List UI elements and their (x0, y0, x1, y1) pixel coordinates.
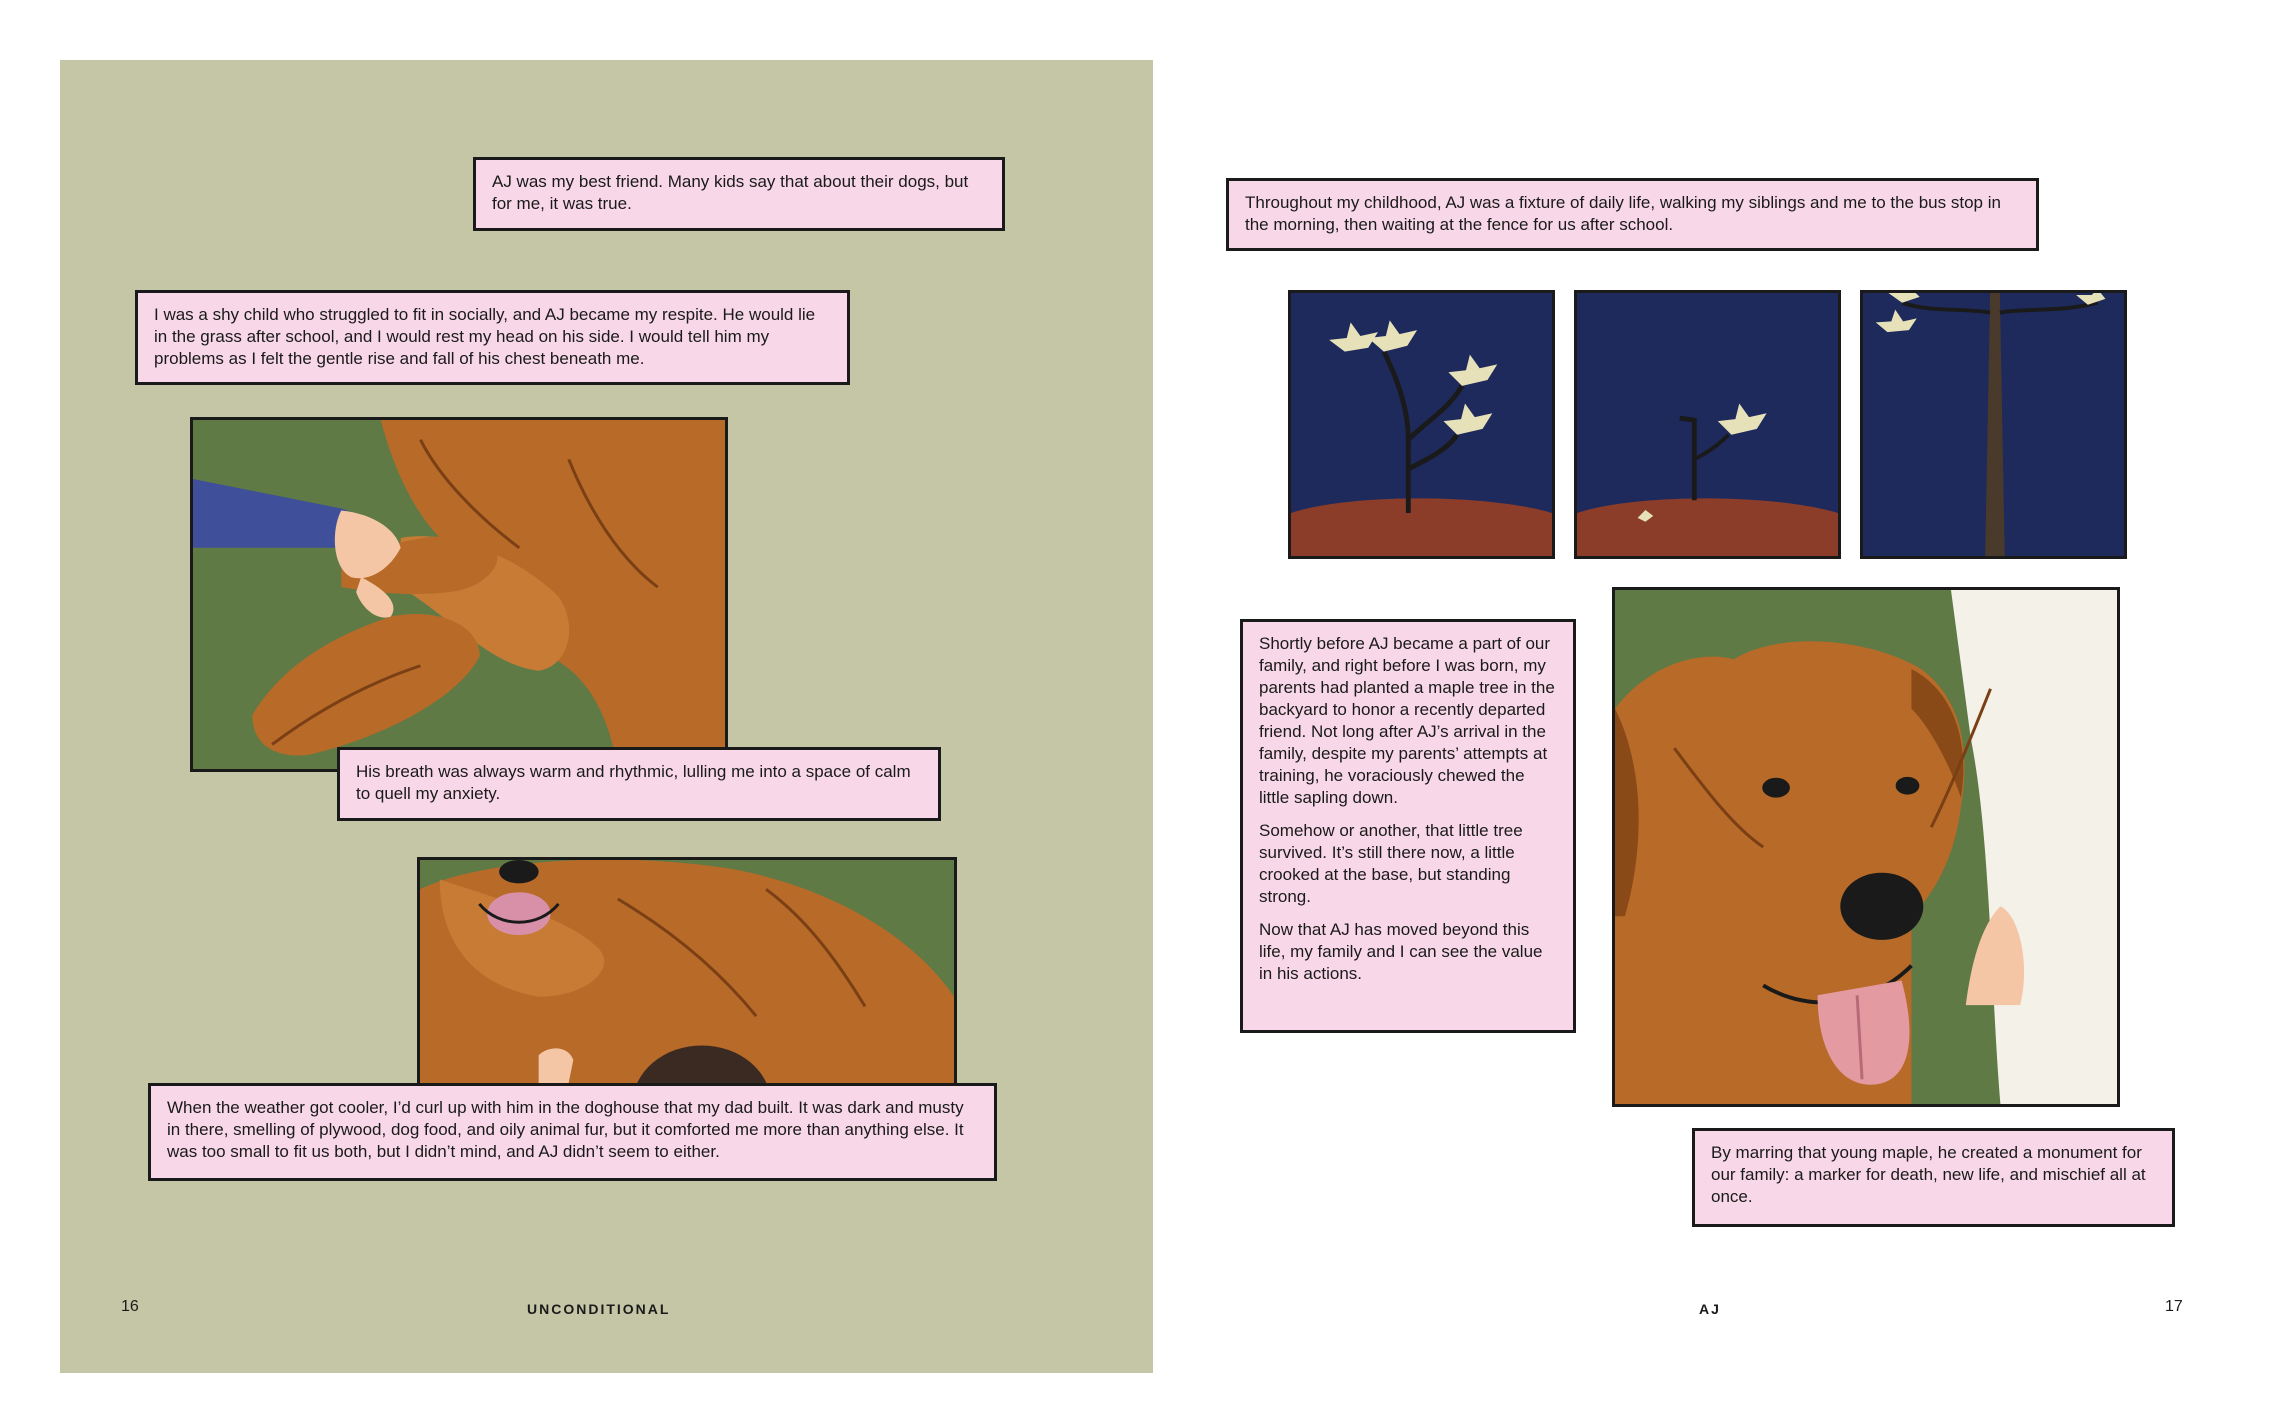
page-number-right: 17 (2165, 1298, 2183, 1315)
caption-text: When the weather got cooler, I’d curl up with him in the doghouse that my dad built. It was dark and musty in there, smelling of plywood, dog food, and oily animal fur, but it comforted me more than anything else. It was too small to fit us both, but I didn’t mind, and AJ didn’t seem to either. (167, 1098, 964, 1161)
caption-text: By marring that young maple, he created a monument for our family: a marker for death, new life, and mischief all at once. (1711, 1143, 2146, 1206)
caption-doghouse (148, 1083, 997, 1181)
caption-monument (1692, 1128, 2175, 1227)
caption-text: His breath was always warm and rhythmic, lulling me into a space of calm to quell my anxiety. (356, 762, 911, 803)
running-head-left: UNCONDITIONAL (527, 1301, 671, 1317)
caption-warm-breath (337, 747, 941, 821)
caption-text: AJ was my best friend. Many kids say that about their dogs, but for me, it was true. (492, 172, 969, 213)
illustration-dog-with-child (417, 857, 957, 1109)
caption-paragraph: Somehow or another, that little tree survived. It’s still there now, a little crooked at the base, but standing strong. (1259, 821, 1523, 906)
caption-text: Throughout my childhood, AJ was a fixture of daily life, walking my siblings and me to the bus stop in the morning, then waiting at the fence for us after school. (1245, 193, 2001, 234)
caption-paragraph: Shortly before AJ became a part of our family, and right before I was born, my parents had planted a maple tree in the backyard to honor a recently departed friend. Not long after AJ’s arrival in the family, despite my parents’ attempts at training, he voraciously chewed the little sapling down. (1259, 634, 1555, 807)
caption-text: I was a shy child who struggled to fit in socially, and AJ became my respite. He would lie in the grass after school, and I would rest my head on his side. I would tell him my problems as I felt the gentle rise and fall of his chest beneath me. (154, 305, 816, 368)
illustration-grown-maple (1860, 290, 2127, 559)
illustration-dog-portrait (1612, 587, 2120, 1107)
page-number-left: 16 (121, 1298, 139, 1315)
caption-fixture-of-daily-life (1226, 178, 2039, 251)
caption-shy-child (135, 290, 850, 385)
caption-best-friend (473, 157, 1005, 231)
illustration-hand-holding-paw (190, 417, 728, 772)
left-page (60, 60, 1153, 1373)
running-head-right: AJ (1699, 1301, 1721, 1317)
illustration-chewed-sapling (1574, 290, 1841, 559)
illustration-sapling (1288, 290, 1555, 559)
caption-paragraph: Now that AJ has moved beyond this life, my family and I can see the value in his actions. (1259, 920, 1543, 983)
caption-maple-story (1240, 619, 1576, 1033)
